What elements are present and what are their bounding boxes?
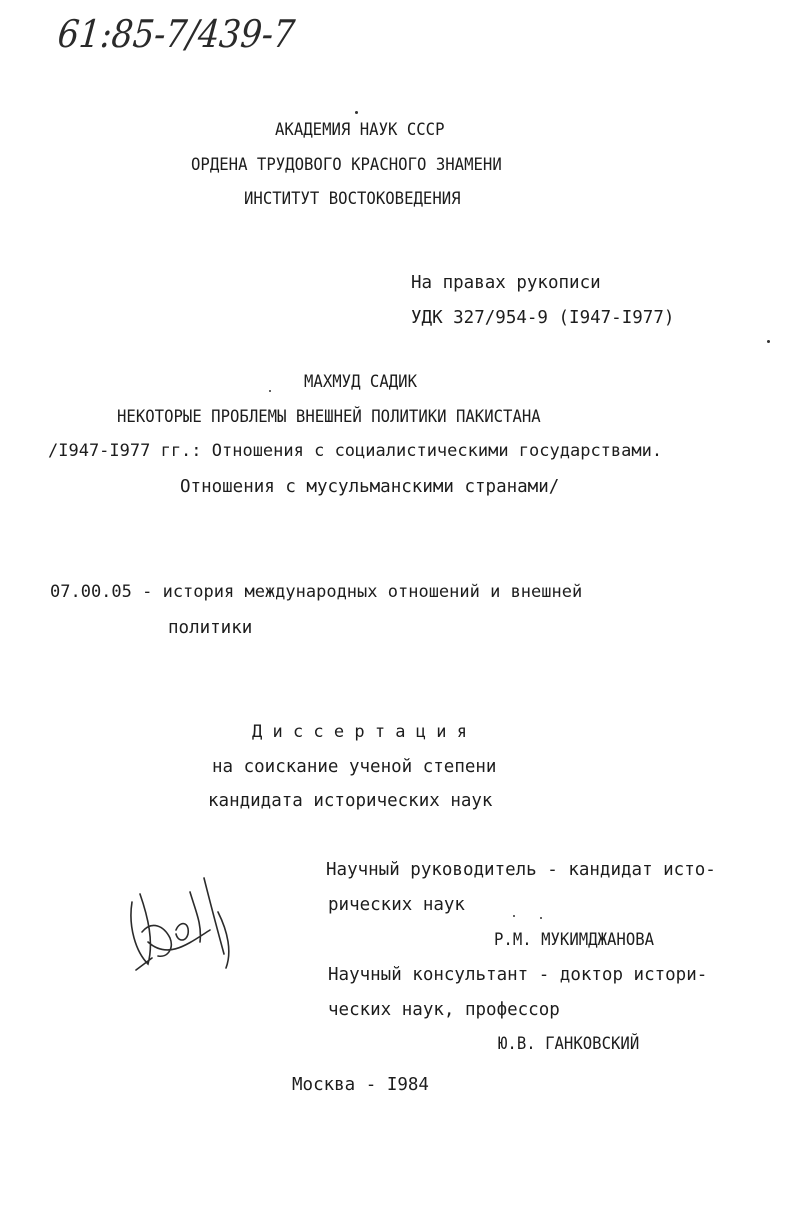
header-line-order: ОРДЕНА ТРУДОВОГО КРАСНОГО ЗНАМЕНИ bbox=[191, 155, 502, 175]
title-line-1: НЕКОТОРЫЕ ПРОБЛЕМЫ ВНЕШНЕЙ ПОЛИТИКИ ПАКИСТАНА bbox=[117, 407, 541, 427]
city-year: Москва - I984 bbox=[292, 1075, 429, 1095]
handwritten-signature bbox=[118, 872, 238, 982]
consultant-name: Ю.В. ГАНКОВСКИЙ bbox=[498, 1034, 640, 1054]
dissertation-field: кандидата исторических наук bbox=[208, 791, 493, 811]
title-line-3: Отношения с мусульманскими странами/ bbox=[180, 477, 560, 497]
manuscript-rights: На правах рукописи bbox=[411, 273, 601, 293]
header-line-academy: АКАДЕМИЯ НАУК СССР bbox=[275, 120, 445, 140]
dissertation-degree: на соискание ученой степени bbox=[212, 757, 497, 777]
supervisor-line-2: рических наук bbox=[328, 895, 465, 915]
title-line-2: /I947-I977 гг.: Отношения с социалистическими государствами. bbox=[48, 441, 663, 461]
specialty-line-1: 07.00.05 - история международных отношений и внешней bbox=[50, 582, 583, 602]
header-line-institute: ИНСТИТУТ ВОСТОКОВЕДЕНИЯ bbox=[244, 189, 461, 209]
stray-mark bbox=[513, 915, 515, 917]
specialty-line-2: политики bbox=[168, 618, 253, 638]
consultant-line-2: ческих наук, профессор bbox=[328, 1000, 560, 1020]
stray-mark bbox=[355, 111, 358, 114]
supervisor-line-1: Научный руководитель - кандидат исто- bbox=[326, 860, 716, 880]
dissertation-word: Д и с с е р т а ц и я bbox=[252, 722, 467, 742]
stray-mark bbox=[269, 390, 271, 392]
supervisor-name: Р.М. МУКИМДЖАНОВА bbox=[494, 930, 655, 950]
stray-mark bbox=[767, 340, 770, 343]
consultant-line-1: Научный консультант - доктор истори- bbox=[328, 965, 708, 985]
archive-number: 61:85-7/439-7 bbox=[55, 12, 297, 56]
stray-mark bbox=[540, 917, 542, 919]
udk-code: УДК 327/954-9 (I947-I977) bbox=[411, 308, 675, 328]
author-name: МАХМУД САДИК bbox=[304, 372, 418, 392]
